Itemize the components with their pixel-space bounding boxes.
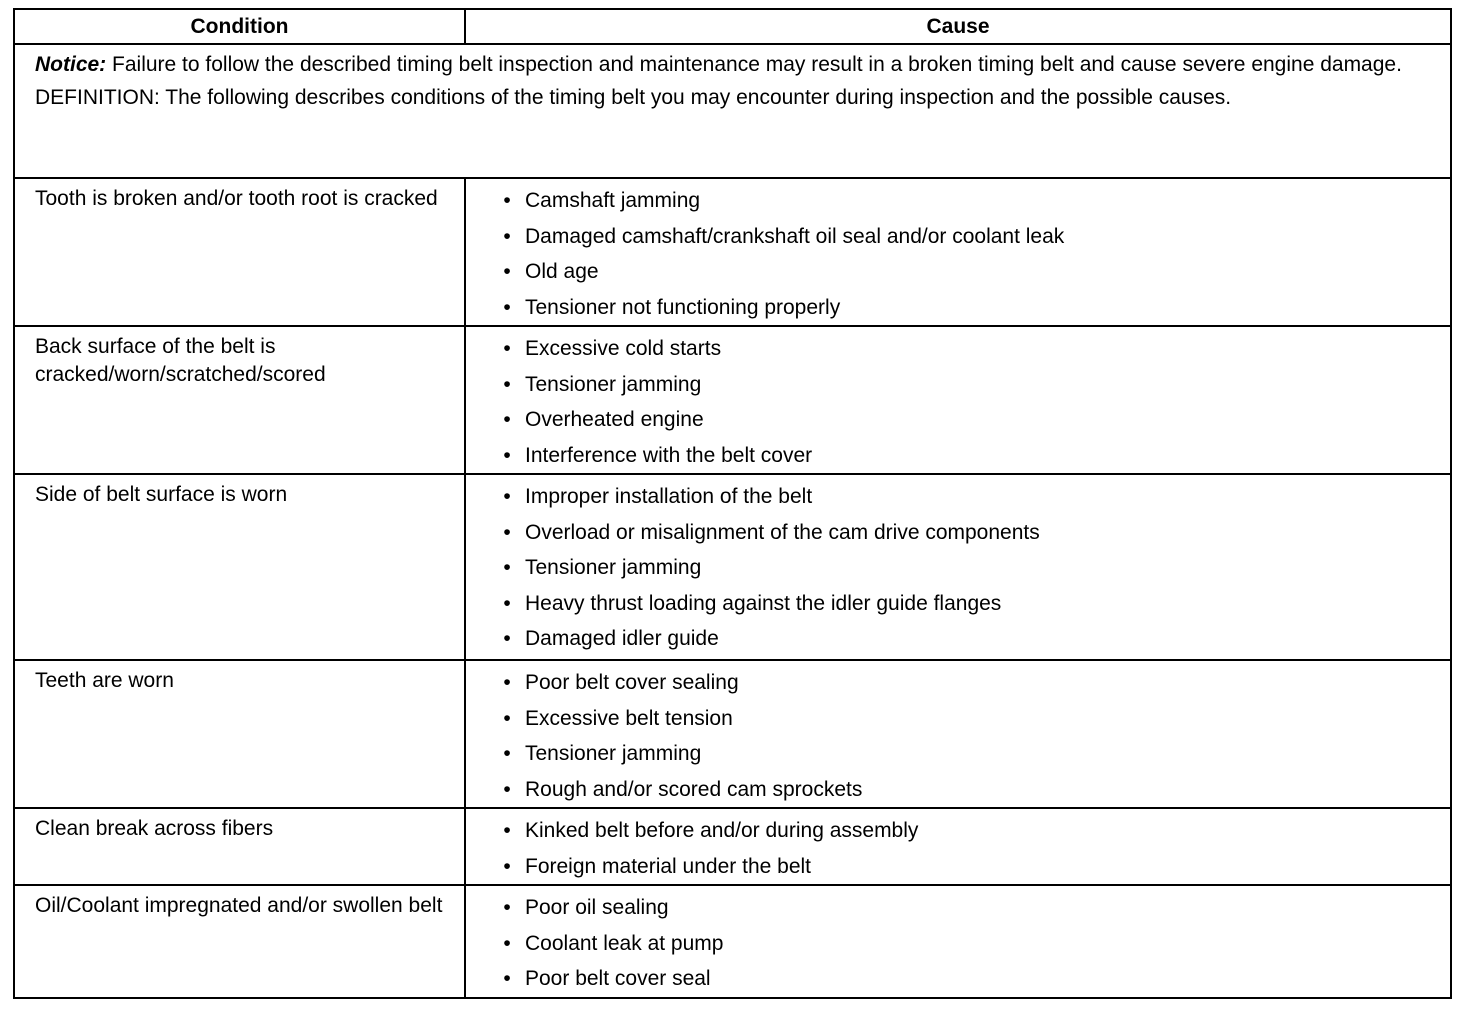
bullet-icon: •	[503, 854, 511, 878]
cause-item	[499, 402, 1440, 438]
cause-text: Excessive belt tension	[525, 706, 733, 730]
cause-item	[499, 550, 1440, 586]
bullet-icon: •	[503, 627, 511, 650]
cause-text: Rough and/or scored cam sprockets	[525, 777, 863, 801]
cause-text: Foreign material under the belt	[525, 854, 811, 878]
table-row	[14, 178, 1451, 326]
cause-item	[499, 701, 1440, 737]
cause-cell	[465, 326, 1451, 474]
bullet-icon: •	[503, 777, 511, 801]
cause-text: Camshaft jamming	[525, 189, 701, 212]
cause-text: Interference with the belt cover	[525, 443, 813, 467]
bullet-icon: •	[503, 485, 511, 508]
cause-list	[499, 331, 1440, 473]
cause-column-header: Cause	[465, 9, 1451, 44]
cause-text: Tensioner jamming	[525, 372, 702, 396]
cause-cell	[465, 474, 1451, 660]
cause-item	[499, 813, 1440, 849]
condition-cell: Oil/Coolant impregnated and/or swollen belt	[14, 885, 465, 998]
bullet-icon: •	[503, 967, 511, 990]
cause-item	[499, 736, 1440, 772]
timing-belt-diagnosis-table	[13, 8, 1452, 999]
cause-text: Damaged idler guide	[525, 627, 719, 650]
cause-text: Kinked belt before and/or during assembly	[525, 819, 919, 842]
bullet-icon: •	[503, 189, 511, 212]
condition-cell: Tooth is broken and/or tooth root is cracked	[14, 178, 465, 326]
cause-item	[499, 621, 1440, 657]
cause-item	[499, 961, 1440, 997]
cause-item	[499, 890, 1440, 926]
notice-row	[14, 44, 1451, 178]
table-row	[14, 808, 1451, 885]
cause-list	[499, 813, 1440, 884]
condition-column-header: Condition	[14, 9, 465, 44]
cause-text: Poor belt cover seal	[525, 967, 711, 990]
cause-text: Improper installation of the belt	[525, 485, 813, 508]
condition-cell: Side of belt surface is worn	[14, 474, 465, 660]
bullet-icon: •	[503, 260, 511, 283]
bullet-icon: •	[503, 295, 511, 319]
cause-list	[499, 479, 1440, 657]
cause-item	[499, 438, 1440, 474]
table-row	[14, 885, 1451, 998]
cause-text: Damaged camshaft/crankshaft oil seal and/or coolant leak	[525, 224, 1065, 248]
bullet-icon: •	[503, 443, 511, 467]
cause-cell	[465, 808, 1451, 885]
cause-item	[499, 331, 1440, 367]
cause-cell	[465, 660, 1451, 808]
bullet-icon: •	[503, 671, 511, 694]
cause-item	[499, 183, 1440, 219]
cause-list	[499, 890, 1440, 997]
table-row	[14, 660, 1451, 808]
cause-item	[499, 849, 1440, 885]
condition-cell: Clean break across fibers	[14, 808, 465, 885]
cause-item	[499, 254, 1440, 290]
table-row	[14, 326, 1451, 474]
cause-item	[499, 290, 1440, 326]
bullet-icon: •	[503, 931, 511, 955]
cause-text: Excessive cold starts	[525, 337, 722, 360]
cause-item	[499, 772, 1440, 808]
bullet-icon: •	[503, 520, 511, 544]
notice-cell	[14, 44, 1451, 178]
cause-item	[499, 515, 1440, 551]
cause-text: Tensioner jamming	[525, 556, 702, 579]
notice-text: Failure to follow the described timing belt inspection and maintenance may result in a broken timing belt and cause severe engine damage.	[106, 53, 1402, 76]
bullet-icon: •	[503, 706, 511, 730]
header-row	[14, 9, 1451, 44]
cause-cell	[465, 885, 1451, 998]
bullet-icon: •	[503, 896, 511, 919]
cause-item	[499, 367, 1440, 403]
definition-text: DEFINITION: The following describes conditions of the timing belt you may encounter during inspection and the possible causes.	[35, 86, 1232, 109]
cause-text: Tensioner jamming	[525, 742, 702, 765]
condition-cell: Teeth are worn	[14, 660, 465, 808]
bullet-icon: •	[503, 742, 511, 765]
bullet-icon: •	[503, 408, 511, 431]
cause-item	[499, 665, 1440, 701]
cause-list	[499, 665, 1440, 807]
condition-cell: Back surface of the belt is cracked/worn/scratched/scored	[14, 326, 465, 474]
bullet-icon: •	[503, 224, 511, 248]
cause-item	[499, 479, 1440, 515]
cause-item	[499, 586, 1440, 622]
bullet-icon: •	[503, 337, 511, 360]
notice-label: Notice:	[35, 53, 107, 76]
cause-text: Overheated engine	[525, 408, 704, 431]
cause-cell	[465, 178, 1451, 326]
cause-text: Tensioner not functioning properly	[525, 295, 841, 319]
cause-text: Heavy thrust loading against the idler guide flanges	[525, 591, 1002, 615]
cause-text: Poor belt cover sealing	[525, 671, 739, 694]
cause-text: Coolant leak at pump	[525, 931, 724, 955]
cause-text: Poor oil sealing	[525, 896, 669, 919]
cause-text: Overload or misalignment of the cam drive components	[525, 520, 1040, 544]
table-row	[14, 474, 1451, 660]
cause-list	[499, 183, 1440, 325]
notice-paragraph	[35, 51, 1432, 79]
cause-item	[499, 926, 1440, 962]
cause-text: Old age	[525, 260, 599, 283]
bullet-icon: •	[503, 556, 511, 579]
bullet-icon: •	[503, 372, 511, 396]
bullet-icon: •	[503, 819, 511, 842]
cause-item	[499, 219, 1440, 255]
bullet-icon: •	[503, 591, 511, 615]
